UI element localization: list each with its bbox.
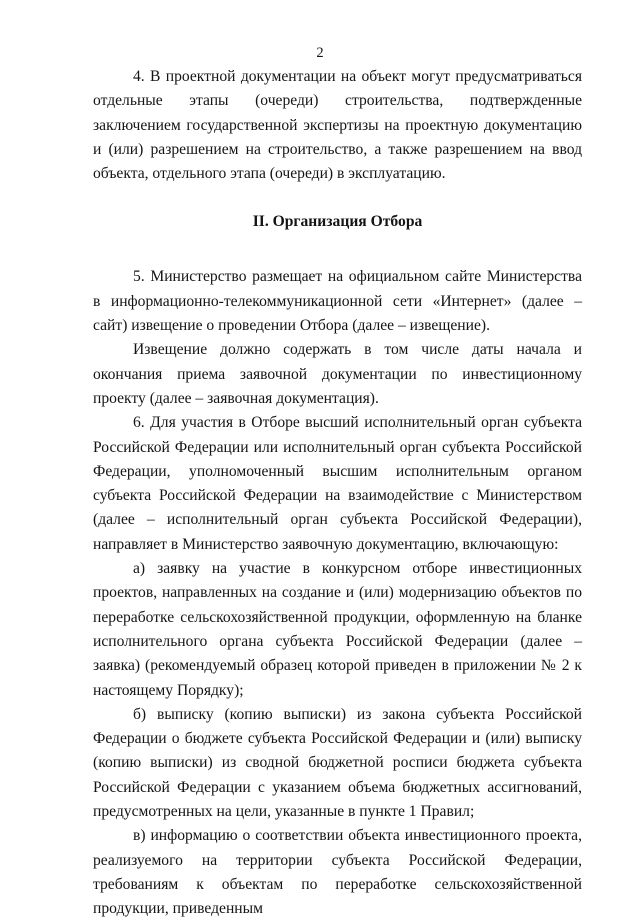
paragraph-6: 6. Для участия в Отборе высший исполнительный орган субъекта Российской Федерации или исполнительный орган субъекта Российской Федерации, уполномоченный высшим исполнительным органом субъекта Российской Федерации на взаимодействие с Министерством (далее – исполнительный орган субъекта Российской Федерации), направляет в Министерство заявочную документацию, включающую: — [93, 414, 582, 553]
paragraph-6-item-b: б) выписку (копию выписки) из закона субъекта Российской Федерации о бюджете субъекта Российской Федерации и (или) выписку (копию выписки) из сводной бюджетной росписи бюджета субъекта Российской Федерации с указанием объема бюджетных ассигнований, предусмотренных на цели, указанные в пункте 1 Правил; — [93, 705, 582, 821]
paragraph-5-notice: Извещение должно содержать в том числе даты начала и окончания приема заявочной документации по инвестиционному проекту (далее – заявочная документация). — [93, 341, 582, 407]
paragraph-5: 5. Министерство размещает на официальном сайте Министерства в информационно-телекоммуникационной сети «Интернет» (далее – сайт) извещение о проведении Отбора (далее – извещение). — [93, 268, 582, 335]
paragraph-6-item-v: в) информацию о соответствии объекта инвестиционного проекта, реализуемого на территории субъекта Российской Федерации, требованиям к объектам по переработке сельскохозяйственной продукции, приведенным — [93, 827, 582, 918]
paragraph-6-item-a: а) заявку на участие в конкурсном отборе инвестиционных проектов, направленных на создание и (или) модернизацию объектов по переработке сельскохозяйственной продукции, оформленную на бланке исполнительного органа субъекта Российской Федерации (далее – заявка) (рекомендуемый образец которой приведен в приложении № 2 к настоящему Порядку); — [93, 560, 582, 699]
document-body — [93, 65, 582, 922]
page-number: 2 — [316, 45, 324, 61]
paragraph-4: 4. В проектной документации на объект могут предусматриваться отдельные этапы (очереди) строительства, подтвержденные заключением государственной экспертизы на проектную документацию и (или) разрешением на строительство, а также разрешением на ввод объекта, отдельного этапа (очереди) в эксплуатацию. — [93, 68, 582, 183]
section-heading: II. Организация Отбора — [252, 213, 423, 231]
